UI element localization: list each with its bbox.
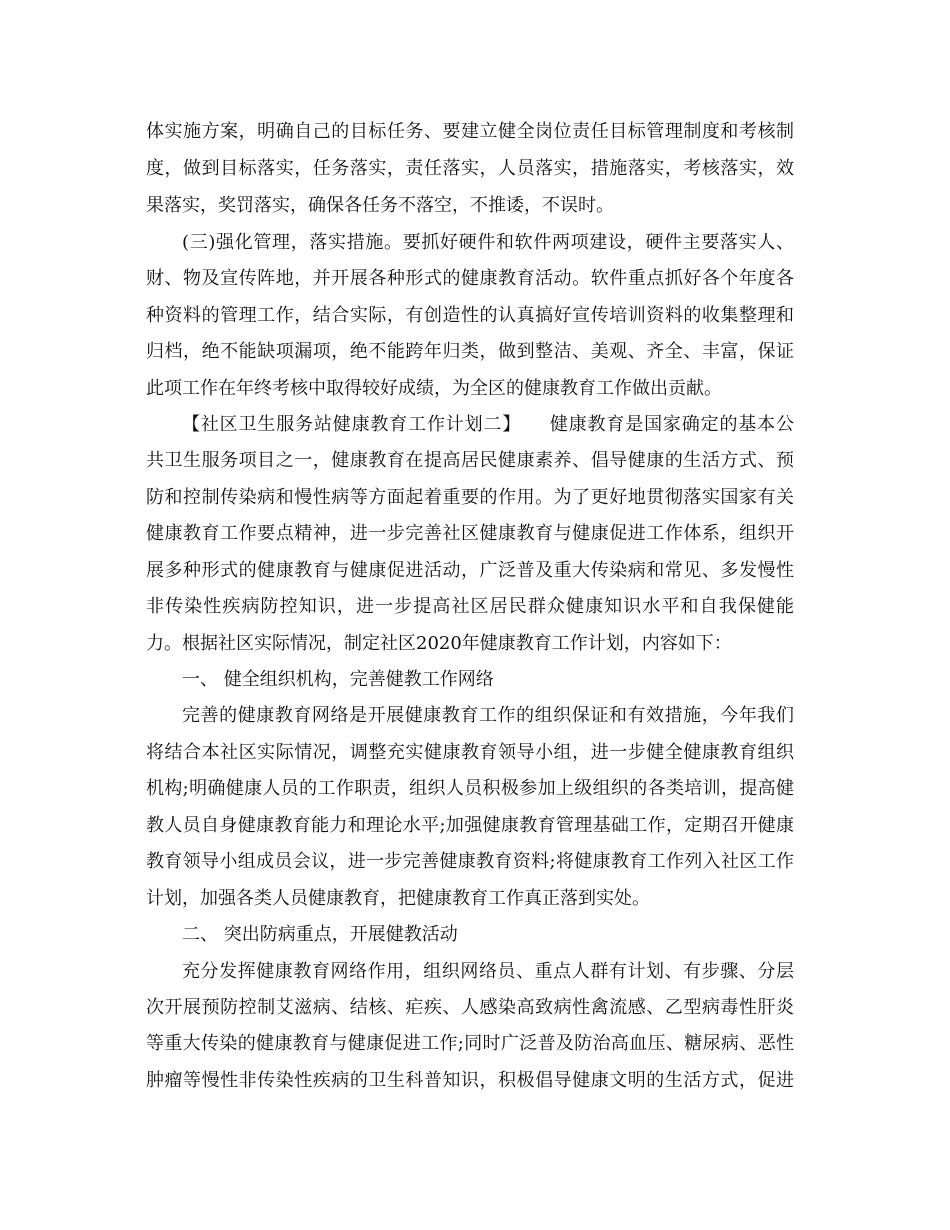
text-line: (三)强化管理，落实措施。要抓好硬件和软件两项建设，硬件主要落实人、: [182, 232, 794, 253]
section-heading: 二、 突出防病重点，开展健教活动: [182, 924, 458, 945]
text-line: 次开展预防控制艾滋病、结核、疟疾、人感染高致病性禽流感、乙型病毒性肝炎: [146, 997, 794, 1018]
text-line: 度，做到目标落实，任务落实，责任落实，人员落实，措施落实，考核落实，效: [146, 158, 794, 179]
text-line: 非传染性疾病防控知识，进一步提高社区居民群众健康知识水平和自我保健能: [146, 596, 794, 617]
text-line: 体实施方案，明确自己的目标任务、要建立健全岗位责任目标管理制度和考核制: [146, 121, 794, 142]
text-line: 机构;明确健康人员的工作职责，组织人员积极参加上级组织的各类培训，提高健: [146, 778, 794, 799]
text-line: 计划，加强各类人员健康教育，把健康教育工作真正落到实处。: [146, 888, 650, 909]
section-heading: 一、 健全组织机构，完善健教工作网络: [182, 669, 494, 690]
text-line: 防和控制传染病和慢性病等方面起着重要的作用。为了更好地贯彻落实国家有关: [146, 487, 794, 508]
text-line: 完善的健康教育网络是开展健康教育工作的组织保证和有效措施，今年我们: [182, 705, 794, 726]
text-line: 展多种形式的健康教育与健康促进活动，广泛普及重大传染病和常见、多发慢性: [146, 560, 794, 581]
text-line: 财、物及宣传阵地，并开展各种形式的健康教育活动。软件重点抓好各个年度各: [146, 268, 794, 289]
text-line: 充分发挥健康教育网络作用，组织网络员、重点人群有计划、有步骤、分层: [182, 961, 794, 982]
text-line: 教人员自身健康教育能力和理论水平;加强健康教育管理基础工作，定期召开健康: [146, 815, 794, 836]
text-line: 将结合本社区实际情况，调整充实健康教育领导小组，进一步健全健康教育组织: [146, 742, 794, 763]
text-line: 种资料的管理工作，结合实际，有创造性的认真搞好宣传培训资料的收集整理和: [146, 305, 794, 326]
text-line: 此项工作在年终考核中取得较好成绩，为全区的健康教育工作做出贡献。: [146, 378, 722, 399]
text-line: 教育领导小组成员会议，进一步完善健康教育资料;将健康教育工作列入社区工作: [146, 851, 794, 872]
text-line: 共卫生服务项目之一，健康教育在提高居民健康素养、倡导健康的生活方式、预: [146, 450, 794, 471]
text-line: 健康教育工作要点精神，进一步完善社区健康教育与健康促进工作体系，组织开: [146, 523, 794, 544]
text-line: 肿瘤等慢性非传染性疾病的卫生科普知识，积极倡导健康文明的生活方式，促进: [146, 1070, 794, 1091]
text-line: 等重大传染的健康教育与健康促进工作;同时广泛普及防治高血压、糖尿病、恶性: [146, 1033, 794, 1054]
text-line: 归档，绝不能缺项漏项，绝不能跨年归类，做到整洁、美观、齐全、丰富，保证: [146, 341, 794, 362]
text-line: 果落实，奖罚落实，确保各任务不落空，不推诿，不误时。: [146, 195, 614, 216]
text-line: 力。根据社区实际情况，制定社区2020年健康教育工作计划，内容如下：: [146, 633, 732, 654]
text-line: 【社区卫生服务站健康教育工作计划二】 健康教育是国家确定的基本公: [182, 414, 794, 435]
